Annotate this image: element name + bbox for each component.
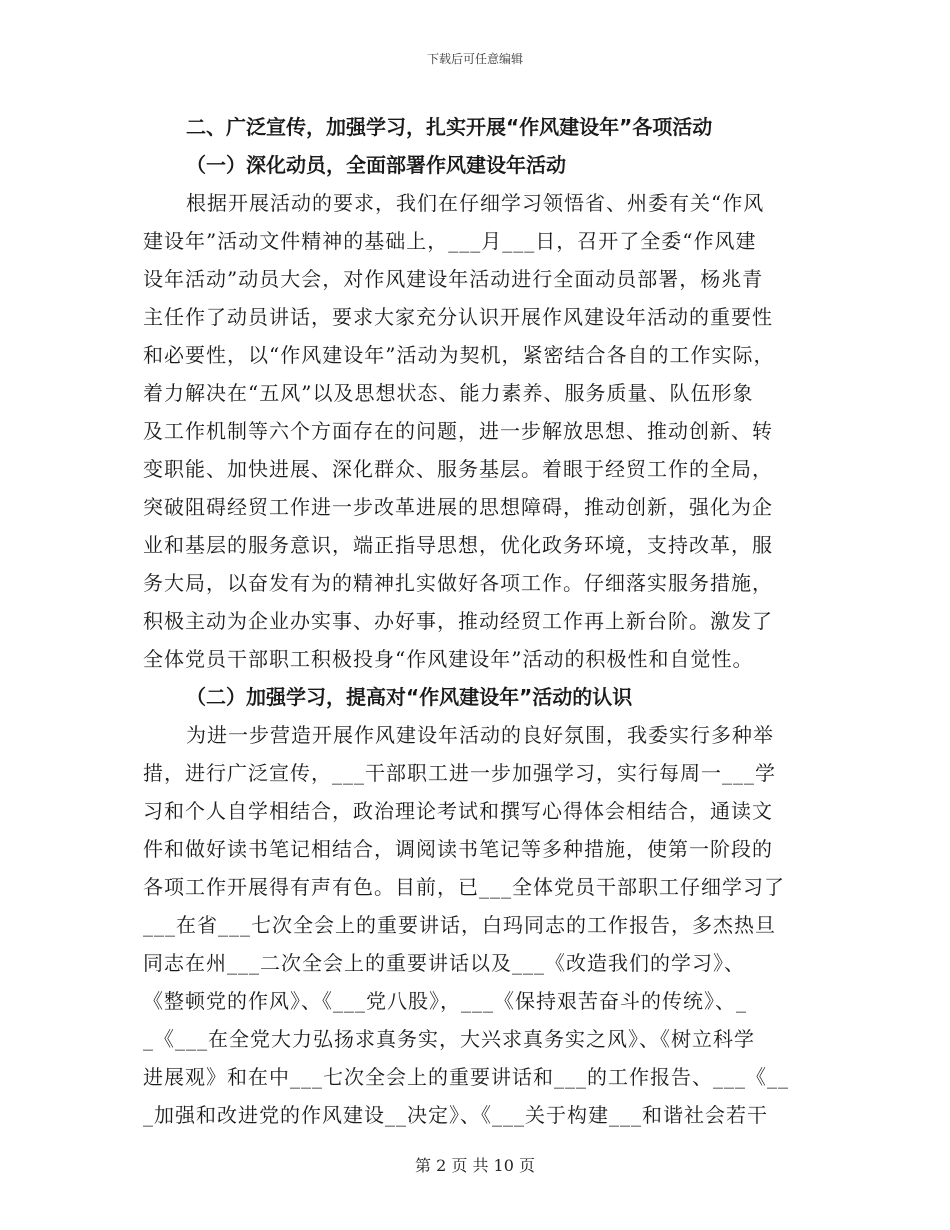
text-line: 根据开展活动的要求，我们在仔细学习领悟省、州委有关“作风 xyxy=(186,191,765,215)
text-line: 突破阻碍经贸工作进一步改革进展的思想障碍，推动创新，强化为企 xyxy=(143,495,773,519)
text-line: 业和基层的服务意识，端正指导思想，优化政务环境，支持改革，服 xyxy=(143,533,773,557)
text-line: _《___在全党大力弘扬求真务实，大兴求真务实之风》、《树立科学 xyxy=(143,1027,755,1051)
subsection-1-title: （一）深化动员，全面部署作风建设年活动 xyxy=(186,153,566,177)
text-line: 积极主动为企业办实事、办好事，推动经贸工作再上新台阶。激发了 xyxy=(143,609,773,633)
text-line: ___在省___七次全会上的重要讲话，白玛同志的工作报告，多杰热旦 xyxy=(143,913,776,937)
text-line: 各项工作开展得有声有色。目前，已___全体党员干部职工仔细学习了 xyxy=(143,875,785,899)
subsection-2-paragraph xyxy=(143,716,808,1134)
section-title: 二、广泛宣传，加强学习，扎实开展“作风建设年”各项活动 xyxy=(186,115,713,139)
text-line: 件和做好读书笔记相结合，调阅读书笔记等多种措施，使第一阶段的 xyxy=(143,837,773,861)
text-line: 务大局，以奋发有为的精神扎实做好各项工作。仔细落实服务措施， xyxy=(143,571,773,595)
text-line: 设年活动”动员大会，对作风建设年活动进行全面动员部署，杨兆青 xyxy=(143,267,764,291)
text-line: 主任作了动员讲话，要求大家充分认识开展作风建设年活动的重要性 xyxy=(143,305,773,329)
subsection-1-paragraph xyxy=(143,184,808,678)
text-line: 变职能、加快进展、深化群众、服务基层。着眼于经贸工作的全局， xyxy=(143,457,773,481)
text-line: 同志在州___二次全会上的重要讲话以及___《改造我们的学习》、 xyxy=(143,951,745,975)
text-line: 和必要性，以“作风建设年”活动为契机，紧密结合各自的工作实际， xyxy=(143,343,775,367)
text-line: 措，进行广泛宣传，___干部职工进一步加强学习，实行每周一___学 xyxy=(143,761,776,785)
text-line: 全体党员干部职工积极投身“作风建设年”活动的积极性和自觉性。 xyxy=(143,647,754,671)
text-line: 为进一步营造开展作风建设年活动的良好氛围，我委实行多种举 xyxy=(186,723,774,747)
text-line: 进展观》和在中___七次全会上的重要讲话和___的工作报告、___《__ xyxy=(143,1065,789,1089)
document-body xyxy=(143,108,808,1134)
header-note: 下载后可任意编辑 xyxy=(426,52,523,66)
text-line: 着力解决在“五风”以及思想状态、能力素养、服务质量、队伍形象 xyxy=(143,381,754,405)
text-line: 习和个人自学相结合，政治理论考试和撰写心得体会相结合，通读文 xyxy=(143,799,773,823)
page-number: 第 2 页 共 10 页 xyxy=(415,1156,535,1175)
text-line: 建设年”活动文件精神的基础上，___月___日，召开了全委“作风建 xyxy=(143,229,757,253)
subsection-2-title: （二）加强学习，提高对“作风建设年”活动的认识 xyxy=(186,685,633,709)
text-line: 《整顿党的作风》、《___党八股》，___《保持艰苦奋斗的传统》、_ xyxy=(143,989,747,1013)
text-line: _加强和改进党的作风建设__决定》、《___关于构建___和谐社会若干 xyxy=(143,1103,768,1127)
text-line: 及工作机制等六个方面存在的问题，进一步解放思想、推动创新、转 xyxy=(143,419,773,443)
